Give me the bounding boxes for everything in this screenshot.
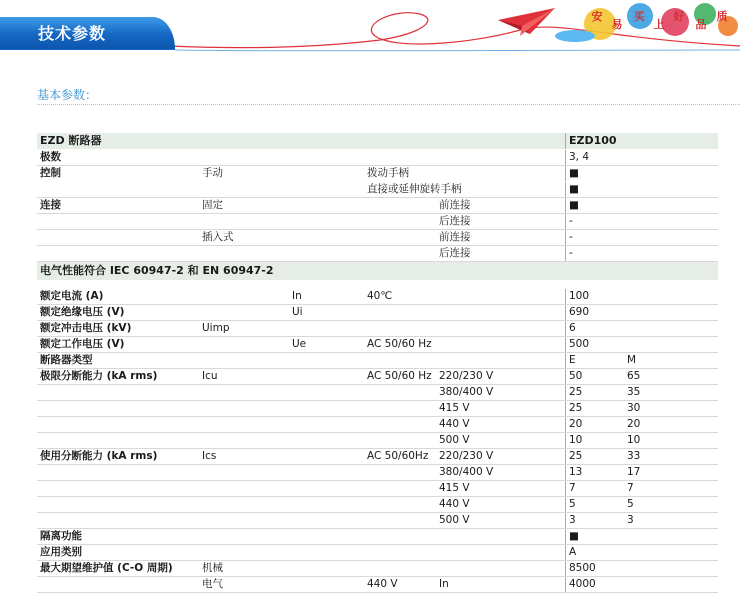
slogan-char: 上 xyxy=(653,18,665,31)
column-divider xyxy=(565,401,566,416)
table-cell-c1: 电气 xyxy=(202,578,223,590)
table-cell-c0: 极限分断能力 (kA rms) xyxy=(40,370,158,382)
paper-plane-icon xyxy=(498,8,555,36)
column-divider xyxy=(565,182,566,197)
table-cell-c4: 500 V xyxy=(439,514,470,526)
table-row xyxy=(37,230,718,246)
table-cell-c5: ■ xyxy=(569,199,579,211)
subtitle-divider xyxy=(37,104,740,105)
table-cell-c1: Uimp xyxy=(202,322,230,334)
table-cell-c5: 7 xyxy=(569,482,576,494)
column-divider xyxy=(565,133,566,149)
table-cell-c4: 220/230 V xyxy=(439,370,494,382)
table-cell-c0: 额定电流 (A) xyxy=(40,290,104,302)
slogan-char: 质 xyxy=(716,10,728,23)
table-row xyxy=(37,385,718,401)
table-cell-c5: 8500 xyxy=(569,562,596,574)
table-cell-c6: 65 xyxy=(627,370,641,382)
column-divider xyxy=(565,289,566,304)
column-divider xyxy=(565,449,566,464)
table-cell-c5: 25 xyxy=(569,386,583,398)
slogan-char: 易 xyxy=(611,18,623,31)
table-cell-c3: 直接或延伸旋转手柄 xyxy=(367,183,462,195)
column-divider xyxy=(565,529,566,544)
section-subtitle: 基本参数： xyxy=(37,88,98,102)
table-cell-c5: 10 xyxy=(569,434,583,446)
section-row xyxy=(37,262,718,281)
table-cell-c5: 3, 4 xyxy=(569,151,590,163)
table-cell-c6: 3 xyxy=(627,514,634,526)
table-cell-c5: 25 xyxy=(569,450,583,462)
column-divider xyxy=(565,577,566,592)
table-cell-c4: 前连接 xyxy=(439,199,471,211)
table-cell-c3: AC 50/60 Hz xyxy=(367,370,432,382)
slogan-char: 买 xyxy=(633,10,645,23)
table-cell-c5: - xyxy=(569,231,573,243)
table-row xyxy=(37,369,718,385)
column-divider xyxy=(565,513,566,528)
table-cell-c1: 插入式 xyxy=(202,231,234,243)
table-row xyxy=(37,561,718,577)
table-cell-c0: 额定绝缘电压 (V) xyxy=(40,306,125,318)
column-divider xyxy=(565,198,566,213)
table-row xyxy=(37,401,718,417)
table-cell-c3: 440 V xyxy=(367,578,398,590)
slogan-char: 品 xyxy=(695,18,707,31)
table-cell-c5: 4000 xyxy=(569,578,596,590)
table-cell-c4: 440 V xyxy=(439,418,470,430)
column-divider xyxy=(565,561,566,576)
spacer-row xyxy=(37,281,718,289)
table-row xyxy=(37,166,718,182)
table-cell-c1: 机械 xyxy=(202,562,223,574)
column-divider xyxy=(565,305,566,320)
column-divider xyxy=(565,481,566,496)
table-row xyxy=(37,577,718,593)
column-divider xyxy=(565,150,566,165)
table-cell-c5: 20 xyxy=(569,418,583,430)
page-title: 技术参数 xyxy=(38,24,107,43)
table-row xyxy=(37,353,718,369)
table-cell-c2: Ui xyxy=(292,306,303,318)
column-divider xyxy=(565,230,566,245)
table-cell-c5: - xyxy=(569,247,573,259)
table-cell-c5: 5 xyxy=(569,498,576,510)
table-cell-c6: 7 xyxy=(627,482,634,494)
table-cell-c6: 33 xyxy=(627,450,641,462)
spec-table xyxy=(37,133,718,593)
table-cell-c1: 固定 xyxy=(202,199,223,211)
table-header-model: EZD100 xyxy=(569,134,617,147)
table-row xyxy=(37,182,718,198)
table-cell-c2: Ue xyxy=(292,338,307,350)
table-row xyxy=(37,449,718,465)
table-row xyxy=(37,337,718,353)
table-cell-c0: 隔离功能 xyxy=(40,530,82,542)
slogan-char: 好 xyxy=(673,10,685,23)
table-cell-c0: 极数 xyxy=(40,151,61,163)
column-divider xyxy=(565,369,566,384)
table-cell-c0: 使用分断能力 (kA rms) xyxy=(40,450,158,462)
table-cell-c3: 40℃ xyxy=(367,290,393,302)
table-cell-c4: In xyxy=(439,578,449,590)
table-cell-c4: 380/400 V xyxy=(439,386,494,398)
table-cell-c5: 13 xyxy=(569,466,583,478)
table-row xyxy=(37,150,718,166)
table-row xyxy=(37,529,718,545)
table-cell-c3: AC 50/60 Hz xyxy=(367,338,432,350)
table-cell-c0: 电气性能符合 IEC 60947-2 和 EN 60947-2 xyxy=(40,264,274,277)
table-cell-c5: 500 xyxy=(569,338,590,350)
table-cell-c0: 连接 xyxy=(40,199,61,211)
table-cell-c4: 415 V xyxy=(439,402,470,414)
table-cell-c6: 35 xyxy=(627,386,641,398)
table-cell-c5: 690 xyxy=(569,306,590,318)
table-row xyxy=(37,246,718,262)
table-cell-c5: ■ xyxy=(569,530,579,542)
table-cell-c0: 最大期望维护值 (C-O 周期) xyxy=(40,562,173,574)
table-row xyxy=(37,433,718,449)
column-divider xyxy=(565,353,566,368)
table-cell-c6: 20 xyxy=(627,418,641,430)
table-cell-c4: 后连接 xyxy=(439,247,471,259)
table-cell-c5: 6 xyxy=(569,322,576,334)
table-header-row xyxy=(37,133,718,150)
column-divider xyxy=(565,166,566,181)
table-cell-c4: 500 V xyxy=(439,434,470,446)
table-cell-c6: 5 xyxy=(627,498,634,510)
table-cell-c0: 控制 xyxy=(40,167,61,179)
column-divider xyxy=(565,321,566,336)
column-divider xyxy=(565,497,566,512)
table-cell-c4: 后连接 xyxy=(439,215,471,227)
table-cell-c6: 10 xyxy=(627,434,641,446)
table-cell-c4: 380/400 V xyxy=(439,466,494,478)
column-divider xyxy=(565,214,566,229)
table-row xyxy=(37,417,718,433)
column-divider xyxy=(565,545,566,560)
table-row xyxy=(37,465,718,481)
table-cell-c6: 17 xyxy=(627,466,641,478)
table-cell-c1: Ics xyxy=(202,450,217,462)
table-cell-c4: 440 V xyxy=(439,498,470,510)
table-row xyxy=(37,289,718,305)
table-cell-c5: 3 xyxy=(569,514,576,526)
table-row xyxy=(37,513,718,529)
column-divider xyxy=(565,433,566,448)
table-cell-c5: 50 xyxy=(569,370,583,382)
column-divider xyxy=(565,465,566,480)
table-row xyxy=(37,198,718,214)
table-row xyxy=(37,321,718,337)
table-row xyxy=(37,305,718,321)
slogan-char: 安 xyxy=(591,10,603,23)
table-cell-c1: Icu xyxy=(202,370,218,382)
table-body xyxy=(37,150,718,593)
table-cell-c3: 拨动手柄 xyxy=(367,167,409,179)
table-cell-c0: 断路器类型 xyxy=(40,354,93,366)
table-cell-c0: 应用类别 xyxy=(40,546,82,558)
table-cell-c5: A xyxy=(569,546,577,558)
table-row xyxy=(37,214,718,230)
table-cell-c5: E xyxy=(569,354,576,366)
column-divider xyxy=(565,385,566,400)
table-cell-c0: 额定冲击电压 (kV) xyxy=(40,322,132,334)
table-cell-c0: 额定工作电压 (V) xyxy=(40,338,125,350)
table-row xyxy=(37,497,718,513)
column-divider xyxy=(565,246,566,261)
table-cell-c4: 220/230 V xyxy=(439,450,494,462)
table-cell-c3: AC 50/60Hz xyxy=(367,450,429,462)
table-cell-c6: M xyxy=(627,354,637,366)
table-cell-c5: ■ xyxy=(569,167,579,179)
table-row xyxy=(37,481,718,497)
table-cell-c5: 100 xyxy=(569,290,590,302)
table-cell-c4: 415 V xyxy=(439,482,470,494)
table-cell-c1: 手动 xyxy=(202,167,223,179)
table-cell-c5: ■ xyxy=(569,183,579,195)
column-divider xyxy=(565,417,566,432)
table-cell-c4: 前连接 xyxy=(439,231,471,243)
table-row xyxy=(37,545,718,561)
header-banner xyxy=(0,0,740,58)
table-cell-c2: In xyxy=(292,290,302,302)
table-header-product: EZD 断路器 xyxy=(40,134,102,147)
column-divider xyxy=(565,337,566,352)
table-cell-c6: 30 xyxy=(627,402,641,414)
table-cell-c5: 25 xyxy=(569,402,583,414)
table-cell-c5: - xyxy=(569,215,573,227)
